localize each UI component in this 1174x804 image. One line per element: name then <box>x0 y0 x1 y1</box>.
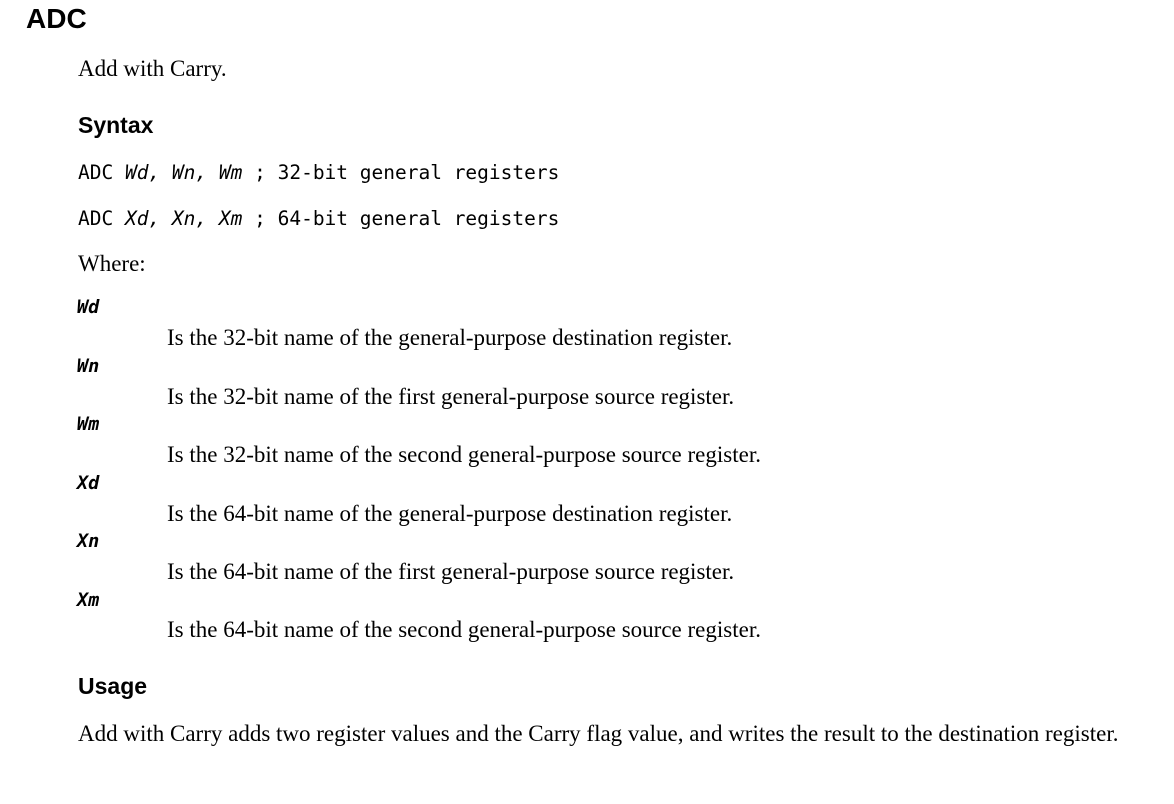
usage-text: Add with Carry adds two register values and the Carry flag value, and writes the result to the destination register. <box>78 721 1119 746</box>
operand-description: Is the 64-bit name of the first general-purpose source register. <box>167 559 735 584</box>
operand-description: Is the 32-bit name of the general-purpose destination register. <box>167 325 733 350</box>
operand-term: Xd <box>77 473 100 494</box>
syntax-heading: Syntax <box>78 112 154 138</box>
syntax-operands: Xd, Xn, Xm <box>124 207 243 230</box>
syntax-mnemonic: ADC <box>78 207 125 230</box>
syntax-operands: Wd, Wn, Wm <box>124 161 243 184</box>
operand-description: Is the 32-bit name of the first general-purpose source register. <box>167 384 735 409</box>
operand-term: Xn <box>77 531 100 552</box>
operand-term: Wn <box>77 356 100 377</box>
syntax-line <box>78 206 559 232</box>
operand-description: Is the 32-bit name of the second general-purpose source register. <box>167 442 761 467</box>
operand-term: Wd <box>77 297 100 318</box>
syntax-comment: ; 32-bit general registers <box>242 161 560 184</box>
instruction-summary: Add with Carry. <box>78 56 227 81</box>
where-label: Where: <box>78 251 146 276</box>
operand-description: Is the 64-bit name of the general-purpose destination register. <box>167 501 733 526</box>
usage-heading: Usage <box>78 673 148 699</box>
syntax-line <box>78 160 559 186</box>
page-title: ADC <box>26 3 87 34</box>
syntax-comment: ; 64-bit general registers <box>242 207 560 230</box>
operand-term: Wm <box>77 414 100 435</box>
operand-term: Xm <box>77 590 100 611</box>
syntax-mnemonic: ADC <box>78 161 125 184</box>
operand-description: Is the 64-bit name of the second general-purpose source register. <box>167 617 761 642</box>
